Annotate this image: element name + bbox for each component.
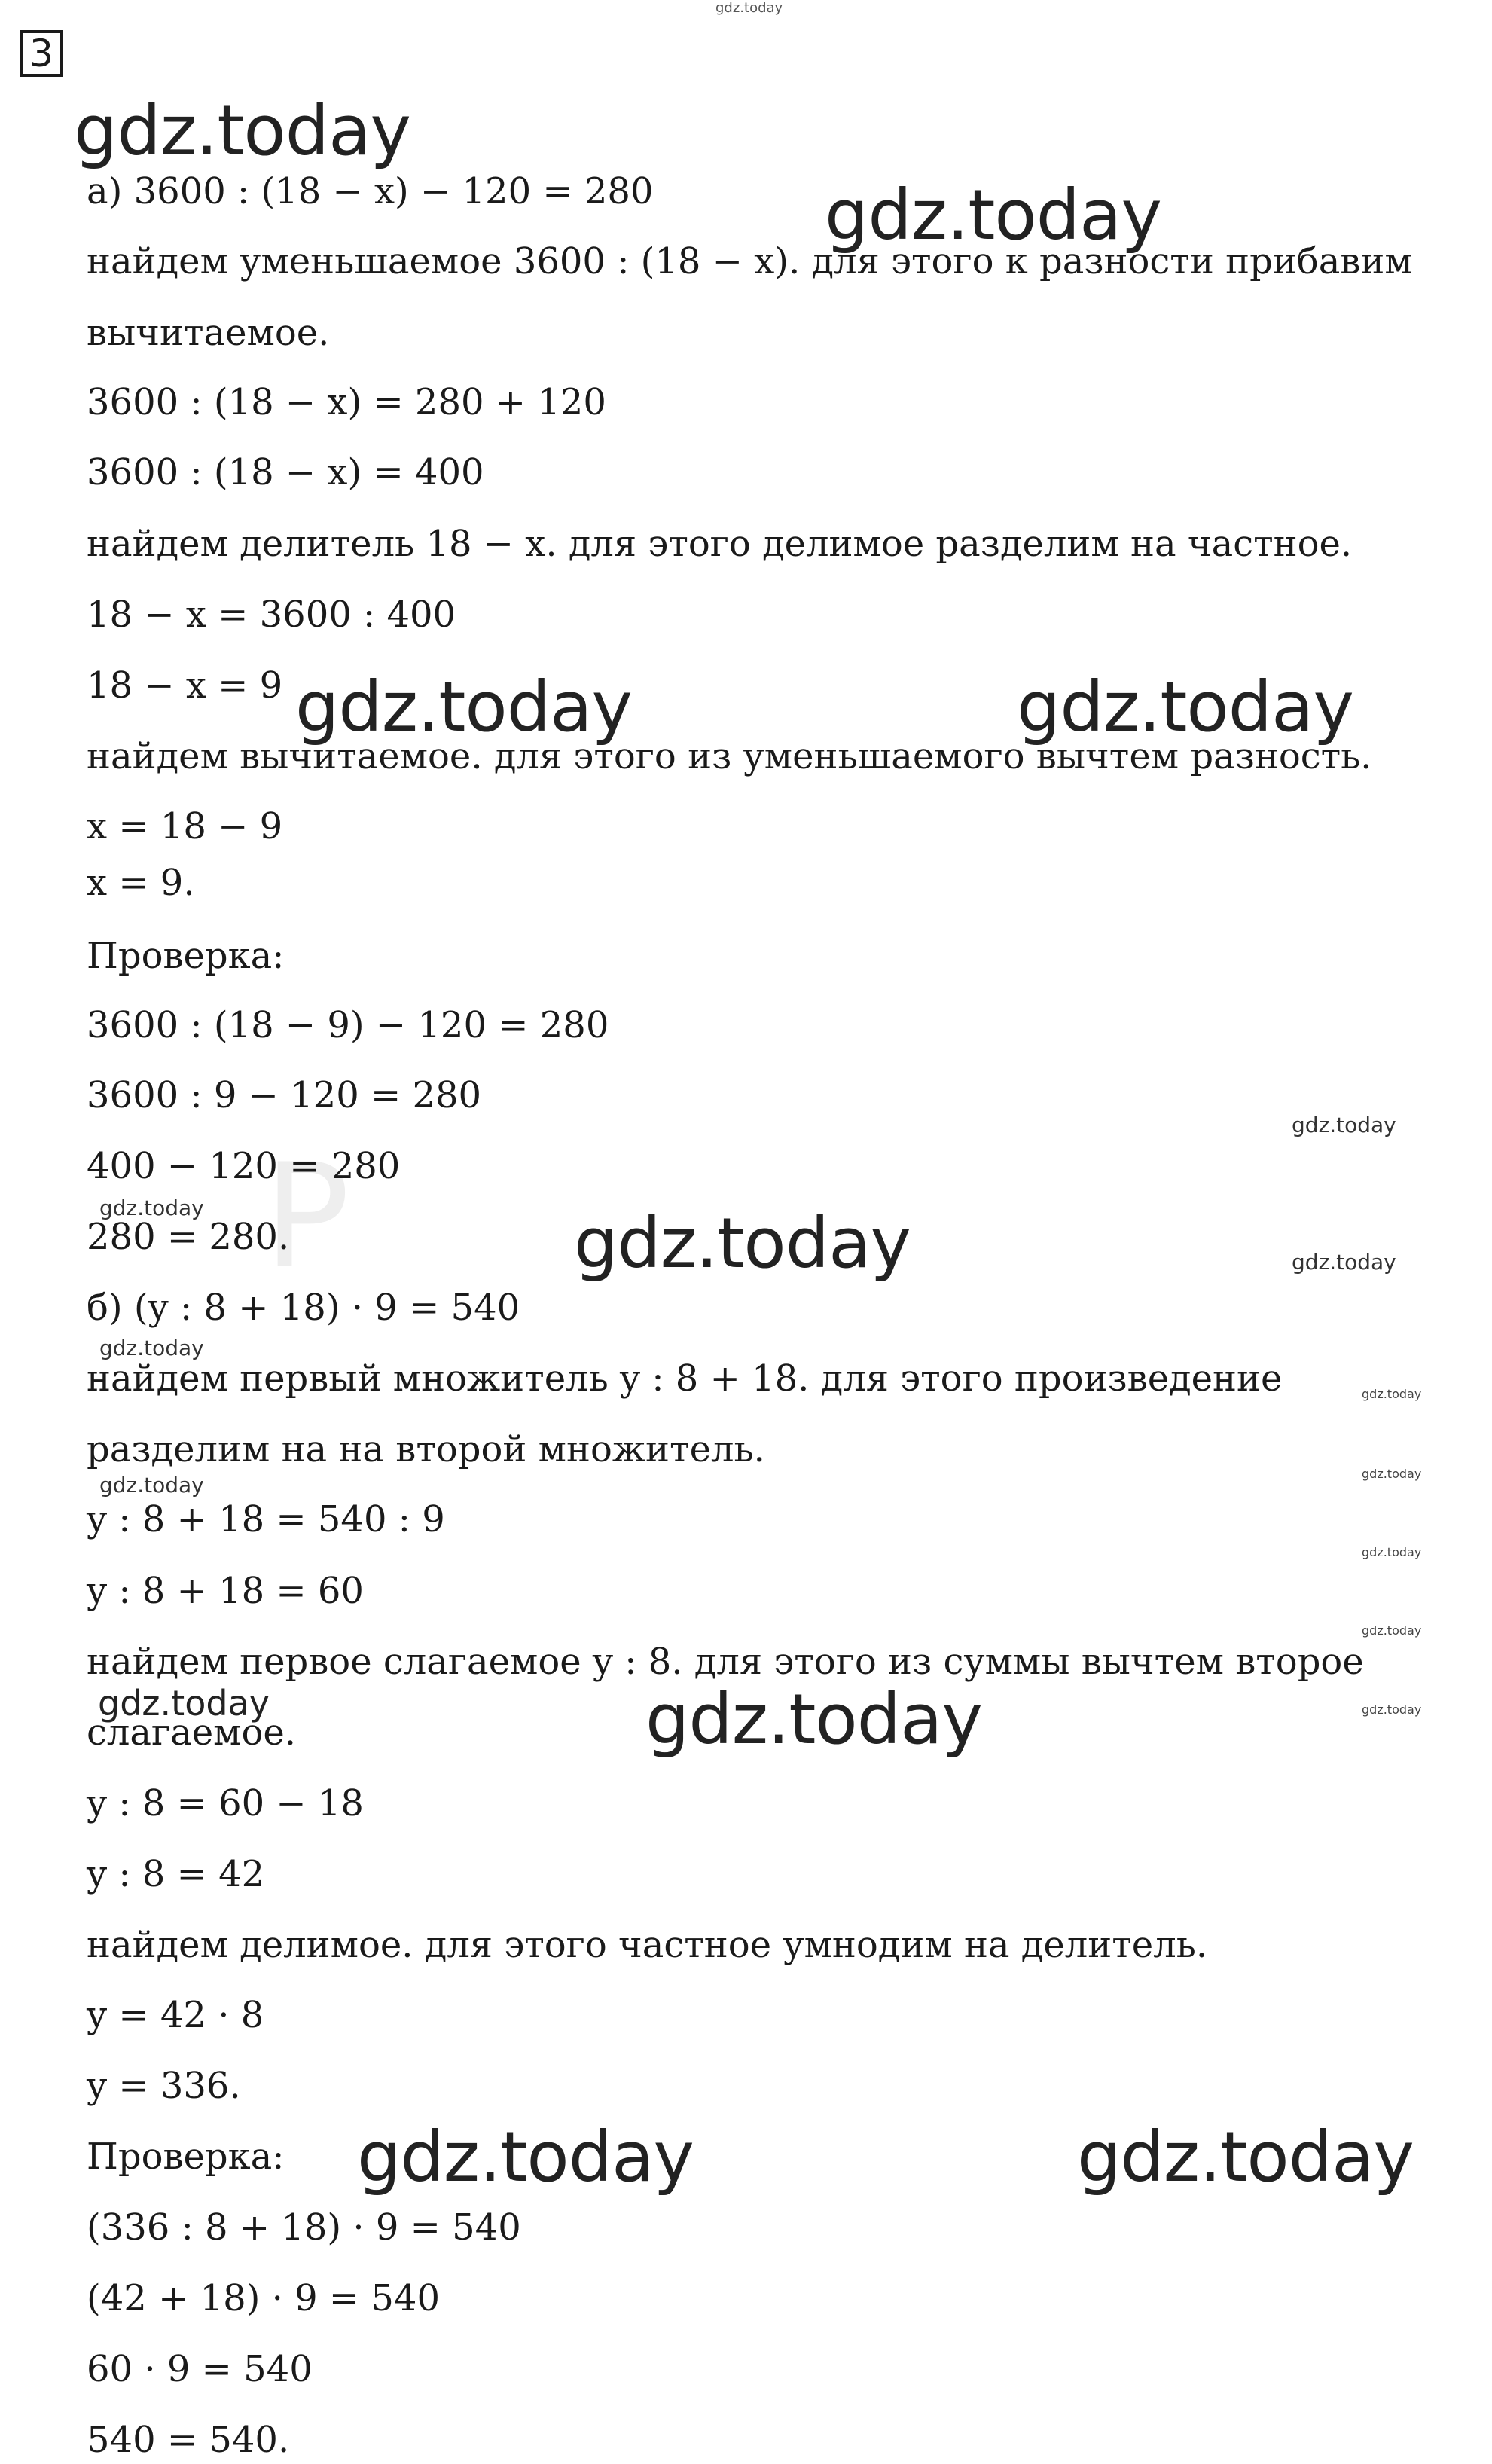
- faint-letter-mark: P: [264, 1133, 350, 1299]
- solution-line: y : 8 + 18 = 60: [87, 1570, 364, 1612]
- solution-line: 60 · 9 = 540: [87, 2348, 313, 2390]
- watermark: gdz.today: [1077, 2117, 1414, 2197]
- watermark: gdz.today: [295, 667, 632, 747]
- solution-line: Проверка:: [87, 935, 285, 977]
- watermark-tiny: gdz.today: [1362, 1702, 1422, 1717]
- solution-line: 280 = 280.: [87, 1216, 290, 1258]
- watermark-small: gdz.today: [99, 1336, 204, 1360]
- watermark: gdz.today: [645, 1679, 982, 1760]
- watermark: gdz.today: [1017, 667, 1353, 747]
- solution-line: найдем делимое. для этого частное умнодим на делитель.: [87, 1924, 1208, 1966]
- solution-line: x = 9.: [87, 862, 195, 904]
- solution-line: разделим на на второй множитель.: [87, 1428, 765, 1470]
- solution-line: найдем уменьшаемое 3600 : (18 − x). для этого к разности прибавим: [87, 240, 1413, 282]
- solution-line: 18 − x = 3600 : 400: [87, 594, 456, 636]
- watermark: gdz.today: [825, 175, 1161, 255]
- solution-line: найдем первое слагаемое y : 8. для этого из суммы вычтем второе: [87, 1641, 1364, 1683]
- watermark-top: gdz.today: [715, 0, 783, 16]
- solution-line: вычитаемое.: [87, 312, 330, 354]
- watermark-tiny: gdz.today: [1362, 1467, 1422, 1481]
- solution-line: найдем вычитаемое. для этого из уменьшаемого вычтем разность.: [87, 735, 1372, 777]
- solution-line: y = 42 · 8: [87, 1994, 264, 2036]
- solution-line: слагаемое.: [87, 1711, 297, 1754]
- solution-line: y : 8 + 18 = 540 : 9: [87, 1498, 445, 1540]
- solution-line: 18 − x = 9: [87, 664, 283, 707]
- watermark-small: gdz.today: [99, 1473, 204, 1498]
- solution-line: x = 18 − 9: [87, 805, 283, 847]
- solution-line: 3600 : (18 − x) = 280 + 120: [87, 381, 606, 423]
- watermark-tiny: gdz.today: [1362, 1545, 1422, 1559]
- watermark-small: gdz.today: [99, 1195, 204, 1220]
- solution-line: а) 3600 : (18 − x) − 120 = 280: [87, 170, 654, 212]
- solution-line: 3600 : (18 − x) = 400: [87, 451, 484, 493]
- watermark-tiny: gdz.today: [1362, 1387, 1422, 1401]
- watermark-tiny: gdz.today: [1362, 1623, 1422, 1638]
- solution-line: y : 8 = 42: [87, 1853, 265, 1895]
- solution-line: найдем первый множитель y : 8 + 18. для этого произведение: [87, 1357, 1283, 1400]
- solution-line: y : 8 = 60 − 18: [87, 1782, 364, 1824]
- watermark: gdz.today: [574, 1203, 911, 1284]
- solution-line: найдем делитель 18 − x. для этого делимое разделим на частное.: [87, 523, 1353, 565]
- watermark-medium: gdz.today: [98, 1683, 270, 1724]
- solution-line: (42 + 18) · 9 = 540: [87, 2277, 441, 2319]
- solution-line: 3600 : 9 − 120 = 280: [87, 1074, 482, 1116]
- watermark-small: gdz.today: [1292, 1113, 1396, 1137]
- solution-line: (336 : 8 + 18) · 9 = 540: [87, 2206, 521, 2249]
- task-number-box: 3: [20, 30, 63, 77]
- solution-line: б) (y : 8 + 18) · 9 = 540: [87, 1287, 520, 1329]
- solution-line: 400 − 120 = 280: [87, 1145, 401, 1187]
- solution-line: Проверка:: [87, 2136, 285, 2178]
- watermark-small: gdz.today: [1292, 1250, 1396, 1275]
- solution-line: 540 = 540.: [87, 2419, 290, 2461]
- watermark: gdz.today: [357, 2117, 694, 2197]
- solution-line: 3600 : (18 − 9) − 120 = 280: [87, 1004, 609, 1046]
- watermark: gdz.today: [74, 90, 410, 171]
- solution-line: y = 336.: [87, 2065, 241, 2107]
